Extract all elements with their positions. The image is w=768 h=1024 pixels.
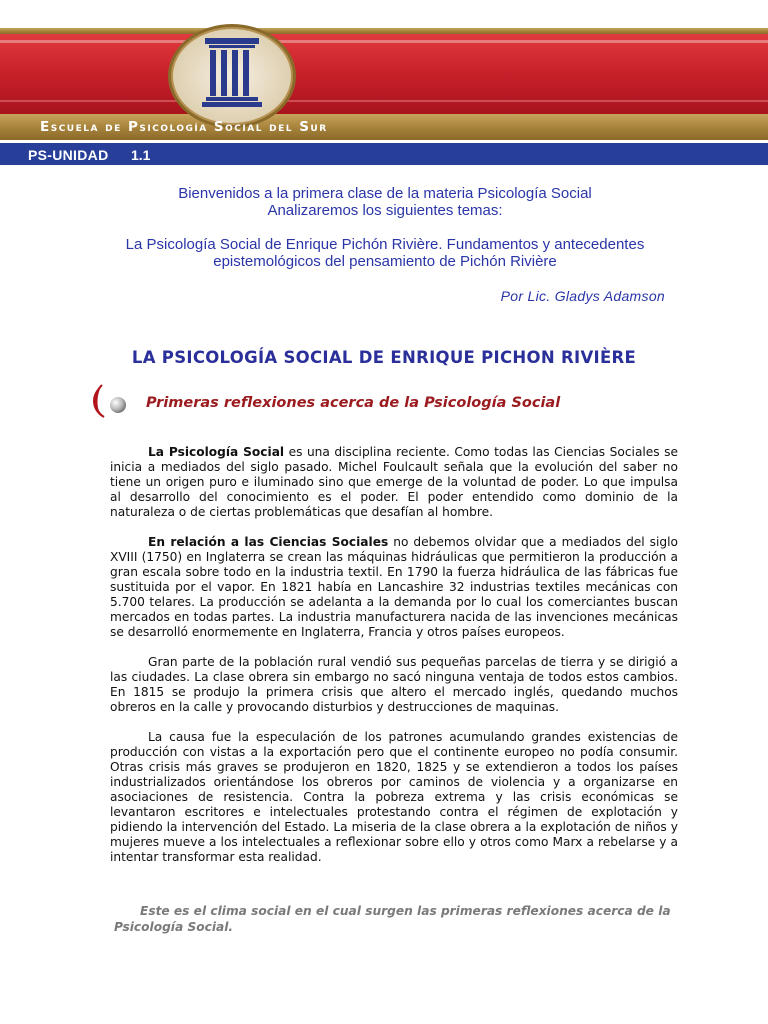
unit-number: 1.1 bbox=[131, 147, 151, 163]
school-name: Escuela de Psicología Social del Sur bbox=[40, 119, 328, 135]
section-subtitle: Primeras reflexiones acerca de la Psicología Social bbox=[146, 395, 561, 411]
paragraph-2 bbox=[110, 535, 678, 640]
unit-label: PS-UNIDAD bbox=[28, 147, 109, 163]
intro-line-2: Analizaremos los siguientes temas: bbox=[267, 202, 503, 219]
paragraph-lead: En relación a las Ciencias Sociales bbox=[148, 535, 389, 549]
paragraph-3 bbox=[110, 655, 678, 715]
intro-line-1: Bienvenidos a la primera clase de la materia Psicología Social bbox=[178, 185, 592, 202]
bullet-swoosh-icon bbox=[88, 383, 138, 423]
intro-topic bbox=[60, 236, 710, 270]
section-heading bbox=[88, 383, 648, 423]
page-title: LA PSICOLOGÍA SOCIAL DE ENRIQUE PICHON RIVIÈRE bbox=[131, 348, 637, 367]
paragraph-4 bbox=[110, 730, 678, 865]
topic-line-2: epistemológicos del pensamiento de Pichón Rivière bbox=[213, 253, 557, 270]
topic-line-1: La Psicología Social de Enrique Pichón Rivière. Fundamentos y antecedentes bbox=[125, 236, 645, 253]
closing-statement: Este es el clima social en el cual surgen las primeras reflexiones acerca de la Psicología Social. bbox=[114, 904, 671, 934]
article-body bbox=[110, 445, 678, 880]
unit-bar bbox=[0, 143, 768, 165]
paragraph-text: es una disciplina reciente. Como todas las Ciencias Sociales se inicia a mediados del siglo pasado. Michel Foulcault señala que la evolución del saber no tiene un origen puro e iluminado sino que emerge de la voluntad de poder. Lo que impulsa al desarrollo del conocimiento es el poder. El poder entendido como dominio de la naturaleza o de ciertas problemáticas que desafían al hombre. bbox=[110, 445, 678, 519]
author-credit: Por Lic. Gladys Adamson bbox=[500, 288, 665, 304]
paragraph-text: Gran parte de la población rural vendió sus pequeñas parcelas de tierra y se dirigió a las ciudades. La clase obrera sin embargo no sacó ninguna ventaja de todos estos cambios. En 1815 se produjo la primera crisis que altero el mercado inglés, quedando muchos obreros en la calle y provocando disturbios y destrucciones de maquinas. bbox=[110, 655, 678, 714]
header-banner bbox=[0, 0, 768, 140]
paragraph-text: no debemos olvidar que a mediados del siglo XVIII (1750) en Inglaterra se crean las máquinas hidráulicas que permitieron la producción a gran escala sobre todo en la industria textil. En 1790 la fuerza hidráulica de las fábricas fue sustituida por el vapor. En 1821 había en Lancashire 32 industrias textiles mecánicas con 5.700 telares. La producción se adelanta a la demanda por lo cual los comerciantes buscan mercados en todas partes. La industria manufacturera nacida de las invenciones mecánicas se desarrolló enormemente en Inglaterra, Francia y otros países europeos. bbox=[110, 535, 678, 639]
intro-welcome bbox=[60, 185, 710, 219]
paragraph-lead: La Psicología Social bbox=[148, 445, 285, 459]
paragraph-1 bbox=[110, 445, 678, 520]
paragraph-text: La causa fue la especulación de los patrones acumulando grandes existencias de producción con vistas a la exportación pero que el continente europeo no podía consumir. Otras crisis más graves se produjeron en 1820, 1825 y se extendieron a todos los países industrializados orientándose los obreros por caminos de violencia y a organizarse en asociaciones de resistencia. Contra la pobreza extrema y las crisis económicas se levantaron escritores e intelectuales protestando contra el régimen de explotación y pidiendo la intervención del Estado. La miseria de la clase obrera a la explotación de niños y mujeres mueve a los intelectuales a reflexionar sobre ello y otros como Marx a rebelarse y a intentar transformar esta realidad. bbox=[110, 730, 678, 864]
